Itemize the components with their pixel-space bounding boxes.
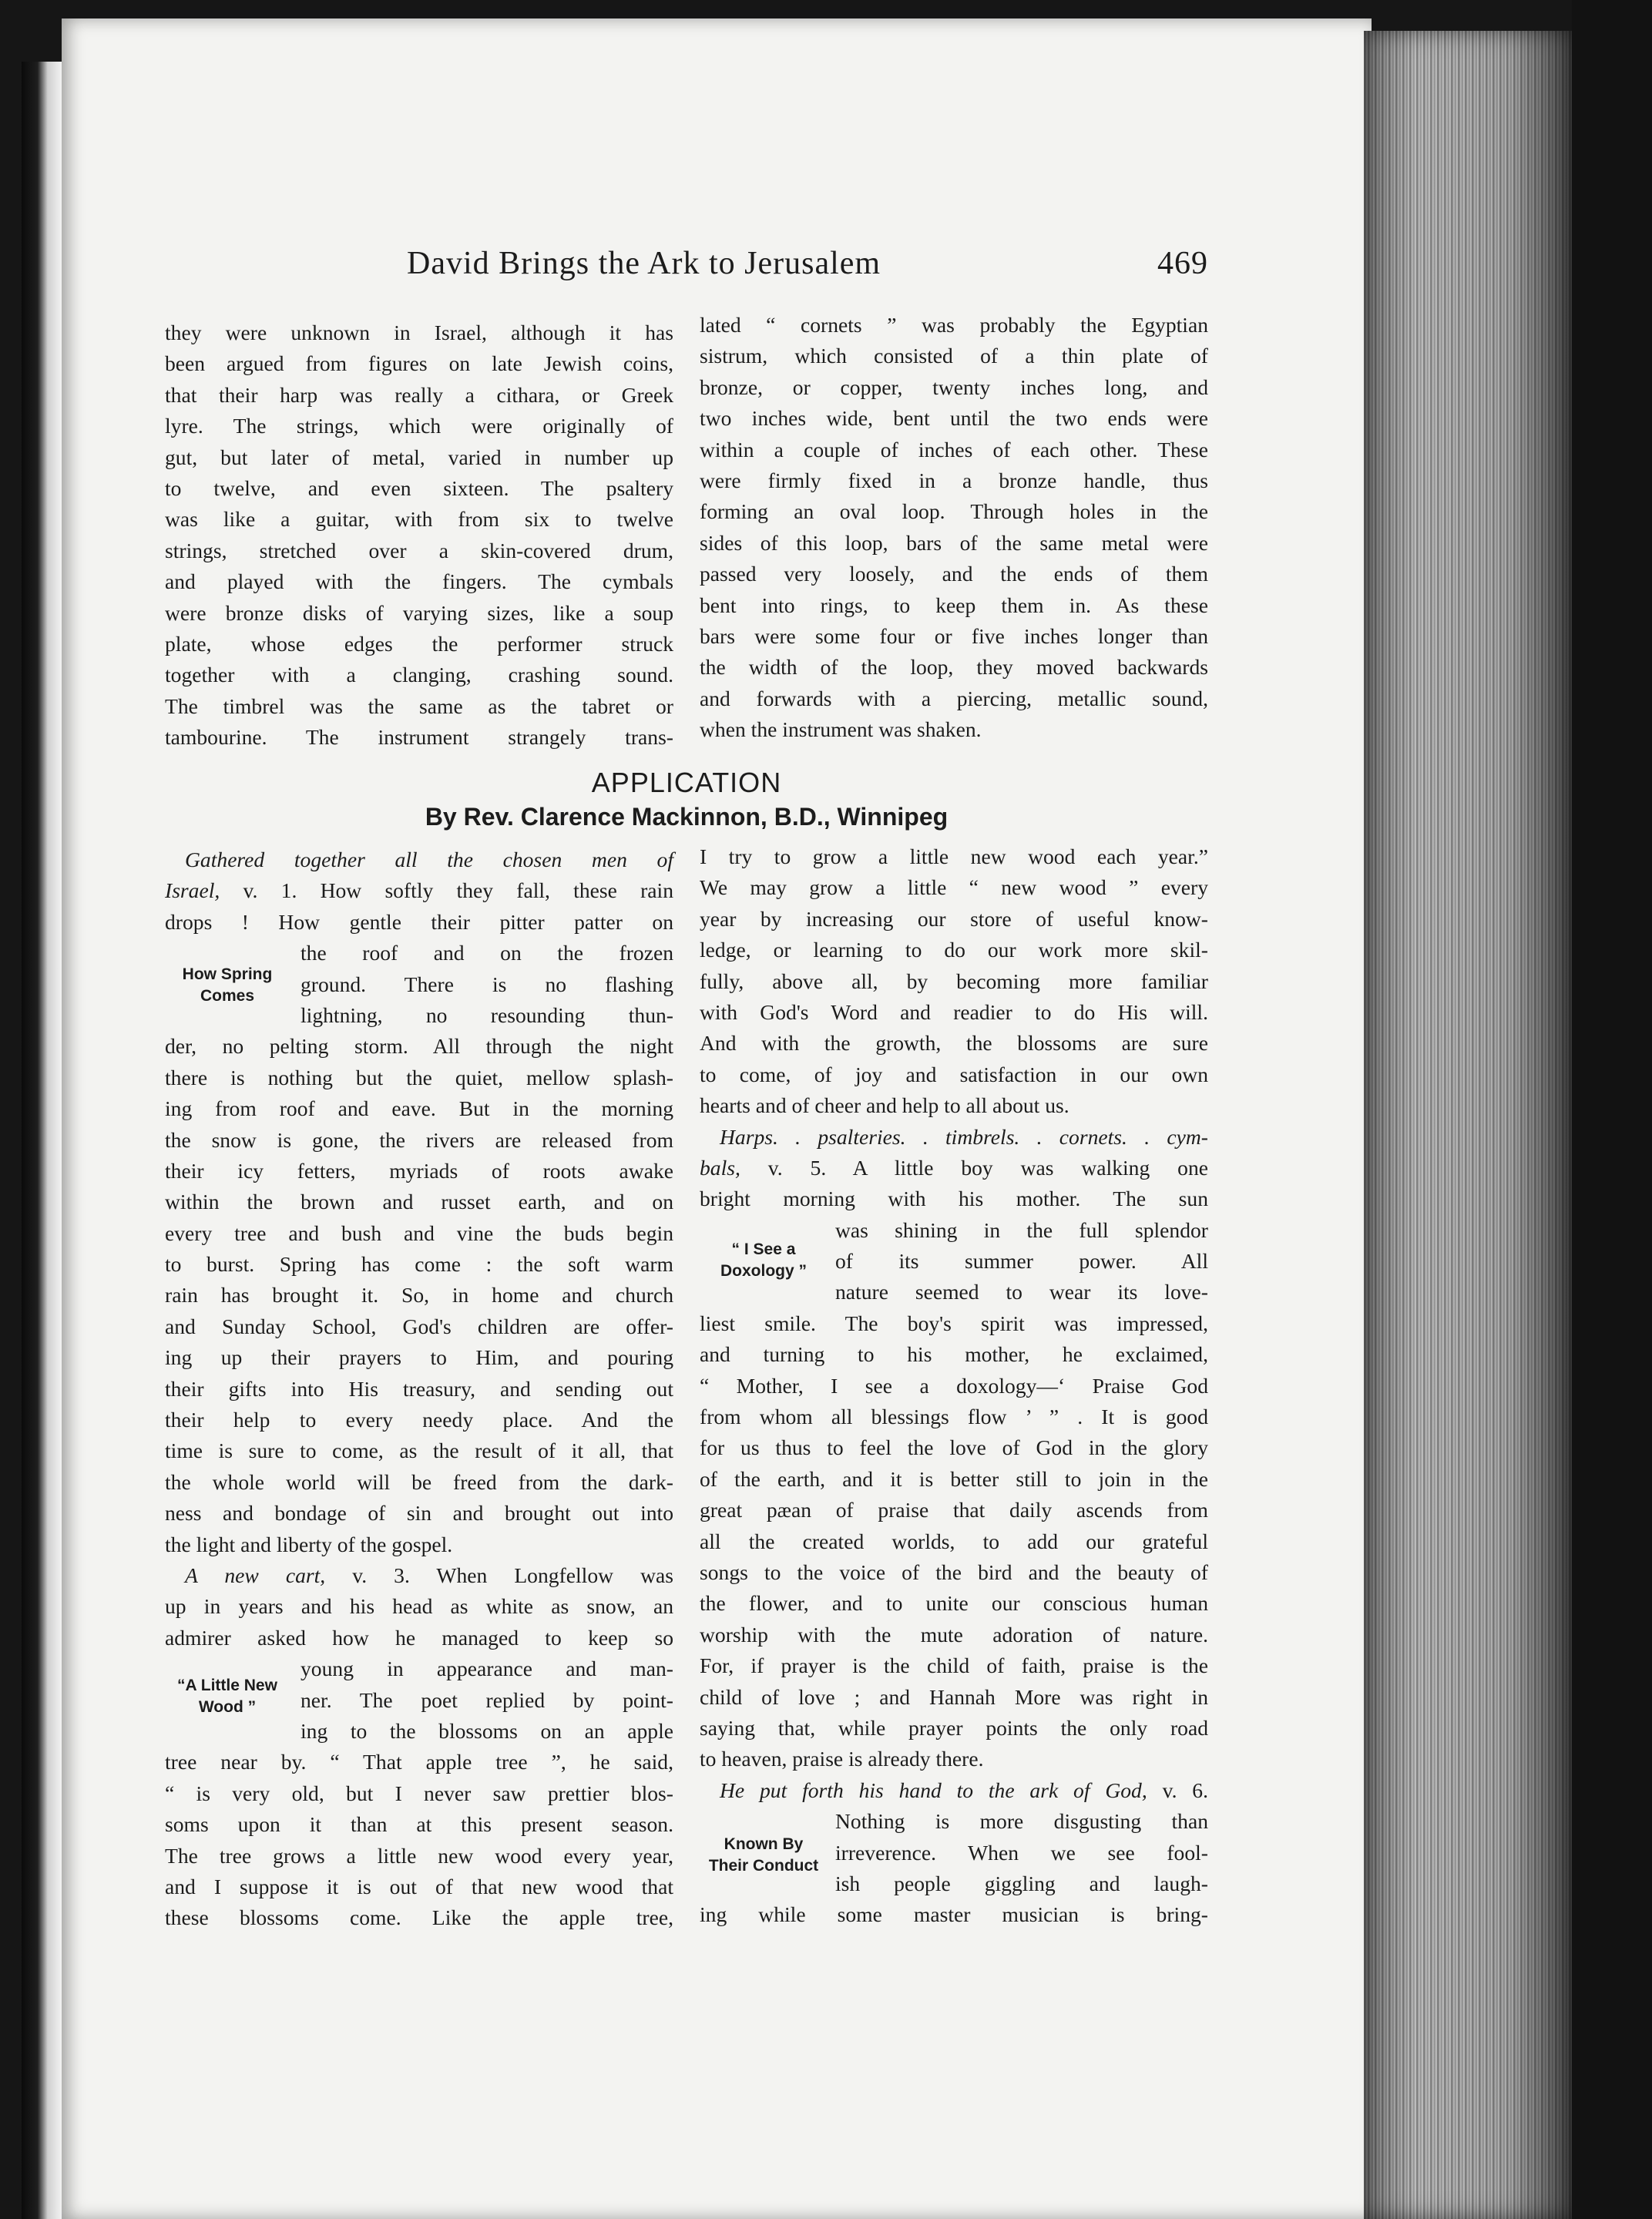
- page-number: 469: [1157, 246, 1208, 281]
- running-head-title: David Brings the Ark to Jerusalem: [407, 246, 881, 281]
- facing-page-edge: [22, 62, 62, 2219]
- text-line: plate, whose edges the performer struck: [165, 631, 673, 656]
- text-line: when the instrument was shaken.: [700, 717, 982, 742]
- verse-reference: A new cart,: [185, 1563, 326, 1587]
- verse-reference: He put forth his hand to the ark of God,: [720, 1778, 1147, 1802]
- text-line: [700, 1775, 1208, 1806]
- text-line: lated “ cornets ” was probably the Egyptian: [700, 313, 1208, 337]
- text-run: v. 1. How softly they fall, these rain: [220, 878, 673, 903]
- text-line: rain has brought it. So, in home and church: [165, 1283, 673, 1308]
- notes-right-column: [700, 310, 1208, 745]
- text-line: with God's Word and readier to do His will.: [700, 999, 1208, 1024]
- scan-background: [1572, 0, 1652, 2219]
- text-line: irreverence. When we see fool-: [835, 1840, 1208, 1865]
- text-line: and Sunday School, God's children are offer-: [165, 1314, 673, 1338]
- text-line: bronze, or copper, twenty inches long, and: [700, 374, 1208, 399]
- text-line: der, no pelting storm. All through the night: [165, 1034, 673, 1059]
- text-run: v. 5. A little boy was walking one: [740, 1155, 1208, 1180]
- text-line: forming an oval loop. Through holes in the: [700, 499, 1208, 524]
- text-line: ground. There is no flashing: [301, 972, 673, 996]
- sidenote-line: Wood ”: [198, 1698, 257, 1716]
- author-byline: By Rev. Clarence Mackinnon, B.D., Winnipeg: [425, 803, 949, 831]
- text-line: “ is very old, but I never saw prettier blos-: [165, 1781, 673, 1805]
- text-line: within a couple of inches of each other. These: [700, 437, 1208, 462]
- text-line: Gathered together all the chosen men of: [185, 848, 673, 871]
- sidenote-line: Their Conduct: [708, 1857, 819, 1875]
- text-line: drops ! How gentle their pitter patter on: [165, 909, 673, 934]
- text-line: For, if prayer is the child of faith, praise is the: [700, 1653, 1208, 1678]
- page-stack-shadow: [1364, 31, 1572, 2219]
- text-line: to twelve, and even sixteen. The psaltery: [165, 475, 673, 500]
- text-line: these blossoms come. Like the apple tree,: [165, 1905, 673, 1930]
- text-line: ing from roof and eave. But in the morning: [165, 1096, 673, 1121]
- text-line: they were unknown in Israel, although it has: [165, 321, 673, 344]
- text-line: bright morning with his mother. The sun: [700, 1187, 1208, 1211]
- text-line: were bronze disks of varying sizes, like a soup: [165, 600, 673, 625]
- text-line: soms upon it than at this present season.: [165, 1812, 673, 1837]
- text-line: “ Mother, I see a doxology—‘ Praise God: [700, 1373, 1208, 1398]
- text-line: two inches wide, bent until the two ends were: [700, 406, 1208, 431]
- text-line: to burst. Spring has come : the soft warm: [165, 1252, 673, 1277]
- text-line: was like a guitar, with from six to twelve: [165, 507, 673, 532]
- text-line: were firmly fixed in a bronze handle, thus: [700, 468, 1208, 492]
- text-line: and played with the fingers. The cymbals: [165, 569, 673, 594]
- text-line: that their harp was really a cithara, or Greek: [165, 382, 673, 407]
- text-line: the flower, and to unite our conscious human: [700, 1591, 1208, 1616]
- text-line: to heaven, praise is already there.: [700, 1747, 984, 1771]
- sidenote-line: Comes: [200, 987, 255, 1005]
- text-line: ing up their prayers to Him, and pouring: [165, 1345, 673, 1370]
- text-line: passed very loosely, and the ends of them: [700, 562, 1208, 586]
- sidenote-known-by-conduct: [698, 1834, 829, 1877]
- text-line: [700, 1153, 1208, 1183]
- sidenote-see-doxology: [698, 1239, 829, 1282]
- text-line: the whole world will be freed from the dark-: [165, 1469, 673, 1494]
- text-line: admirer asked how he managed to keep so: [165, 1625, 673, 1650]
- section-heading: APPLICATION: [591, 767, 782, 798]
- text-line: from whom all blessings flow ’ ” . It is good: [700, 1405, 1208, 1429]
- text-line: songs to the voice of the bird and the beauty of: [700, 1559, 1208, 1584]
- text-line: their icy fetters, myriads of roots awake: [165, 1158, 673, 1183]
- sidenote-little-new-wood: [162, 1675, 293, 1718]
- text-line: young in appearance and man-: [301, 1657, 673, 1681]
- text-line: lyre. The strings, which were originally of: [165, 414, 673, 438]
- notes-left-column: [165, 317, 673, 753]
- text-line: ness and bondage of sin and brought out into: [165, 1501, 673, 1526]
- text-line: of its summer power. All: [835, 1249, 1208, 1274]
- running-head: [407, 245, 1208, 291]
- text-line: [165, 875, 673, 906]
- text-line: the width of the loop, they moved backwards: [700, 655, 1208, 680]
- text-line: lightning, no resounding thun-: [301, 1002, 673, 1027]
- text-line: the snow is gone, the rivers are released from: [165, 1127, 673, 1152]
- text-line: worship with the mute adoration of nature.: [700, 1622, 1208, 1647]
- text-run: v. 6.: [1147, 1778, 1208, 1802]
- text-line: nature seemed to wear its love-: [835, 1280, 1208, 1304]
- text-line: tambourine. The instrument strangely trans-: [165, 725, 673, 750]
- text-line: saying that, while prayer points the only road: [700, 1715, 1208, 1740]
- text-line: the light and liberty of the gospel.: [165, 1532, 453, 1556]
- application-right-column: [700, 841, 1208, 1931]
- text-line: Nothing is more disgusting than: [835, 1809, 1208, 1834]
- text-line: sides of this loop, bars of the same metal were: [700, 530, 1208, 555]
- text-line: for us thus to feel the love of God in the glory: [700, 1435, 1208, 1460]
- text-line: gut, but later of metal, varied in number up: [165, 445, 673, 469]
- text-line: year by increasing our store of useful know-: [700, 906, 1208, 931]
- text-line: together with a clanging, crashing sound.: [165, 663, 673, 687]
- text-line: child of love ; and Hannah More was right in: [700, 1684, 1208, 1709]
- text-run: v. 3. When Longfellow was: [325, 1563, 673, 1587]
- verse-reference: bals,: [700, 1155, 740, 1180]
- text-line: Harps. . psalteries. . timbrels. . cornets. . cym-: [720, 1124, 1208, 1149]
- text-line: and forwards with a piercing, metallic sound,: [700, 686, 1208, 710]
- text-line: The tree grows a little new wood every year,: [165, 1843, 673, 1868]
- sidenote-line: How Spring: [182, 965, 273, 983]
- text-line: ner. The poet replied by point-: [301, 1687, 673, 1712]
- text-line: bent into rings, to keep them in. As these: [700, 593, 1208, 617]
- text-line: ledge, or learning to do our work more skil-: [700, 938, 1208, 962]
- text-line: to come, of joy and satisfaction in our own: [700, 1062, 1208, 1086]
- text-line: bars were some four or five inches longer than: [700, 623, 1208, 648]
- sidenote-line: Doxology ”: [720, 1262, 807, 1280]
- application-left-column: [165, 844, 673, 1934]
- text-line: and turning to his mother, he exclaimed,: [700, 1342, 1208, 1367]
- text-line: ing while some master musician is bring-: [700, 1902, 1208, 1927]
- text-line: up in years and his head as white as snow, an: [165, 1594, 673, 1619]
- text-line: was shining in the full splendor: [835, 1217, 1208, 1242]
- text-line: all the created worlds, to add our grateful: [700, 1529, 1208, 1553]
- text-line: of the earth, and it is better still to join in the: [700, 1466, 1208, 1491]
- text-line: there is nothing but the quiet, mellow splash-: [165, 1065, 673, 1089]
- text-line: [165, 1560, 673, 1591]
- text-line: hearts and of cheer and help to all about us.: [700, 1093, 1069, 1118]
- sidenote-how-spring-comes: [162, 964, 293, 1007]
- text-line: tree near by. “ That apple tree ”, he said,: [165, 1750, 673, 1774]
- text-line: their help to every needy place. And the: [165, 1408, 673, 1432]
- verse-reference: Israel,: [165, 878, 220, 903]
- text-line: time is sure to come, as the result of it all, that: [165, 1438, 673, 1463]
- text-line: ing to the blossoms on an apple: [301, 1718, 673, 1743]
- text-line: the roof and on the frozen: [301, 941, 673, 965]
- text-line: liest smile. The boy's spirit was impressed,: [700, 1311, 1208, 1335]
- text-line: ish people giggling and laugh-: [835, 1871, 1208, 1895]
- text-line: And with the growth, the blossoms are sure: [700, 1031, 1208, 1056]
- text-line: We may grow a little “ new wood ” every: [700, 875, 1208, 900]
- text-line: strings, stretched over a skin-covered drum,: [165, 538, 673, 562]
- text-line: every tree and bush and vine the buds begin: [165, 1220, 673, 1245]
- text-line: great pæan of praise that daily ascends from: [700, 1498, 1208, 1522]
- text-line: within the brown and russet earth, and on: [165, 1190, 673, 1214]
- text-line: fully, above all, by becoming more familiar: [700, 969, 1208, 993]
- sidenote-line: Known By: [724, 1835, 804, 1853]
- text-line: sistrum, which consisted of a thin plate of: [700, 344, 1208, 368]
- text-line: their gifts into His treasury, and sending out: [165, 1376, 673, 1401]
- text-line: I try to grow a little new wood each year.”: [700, 844, 1208, 868]
- text-line: been argued from figures on late Jewish coins,: [165, 351, 673, 376]
- sidenote-line: “ I See a: [731, 1240, 796, 1258]
- sidenote-line: “A Little New: [177, 1677, 277, 1694]
- text-line: The timbrel was the same as the tabret or: [165, 693, 673, 718]
- text-line: and I suppose it is out of that new wood that: [165, 1874, 673, 1898]
